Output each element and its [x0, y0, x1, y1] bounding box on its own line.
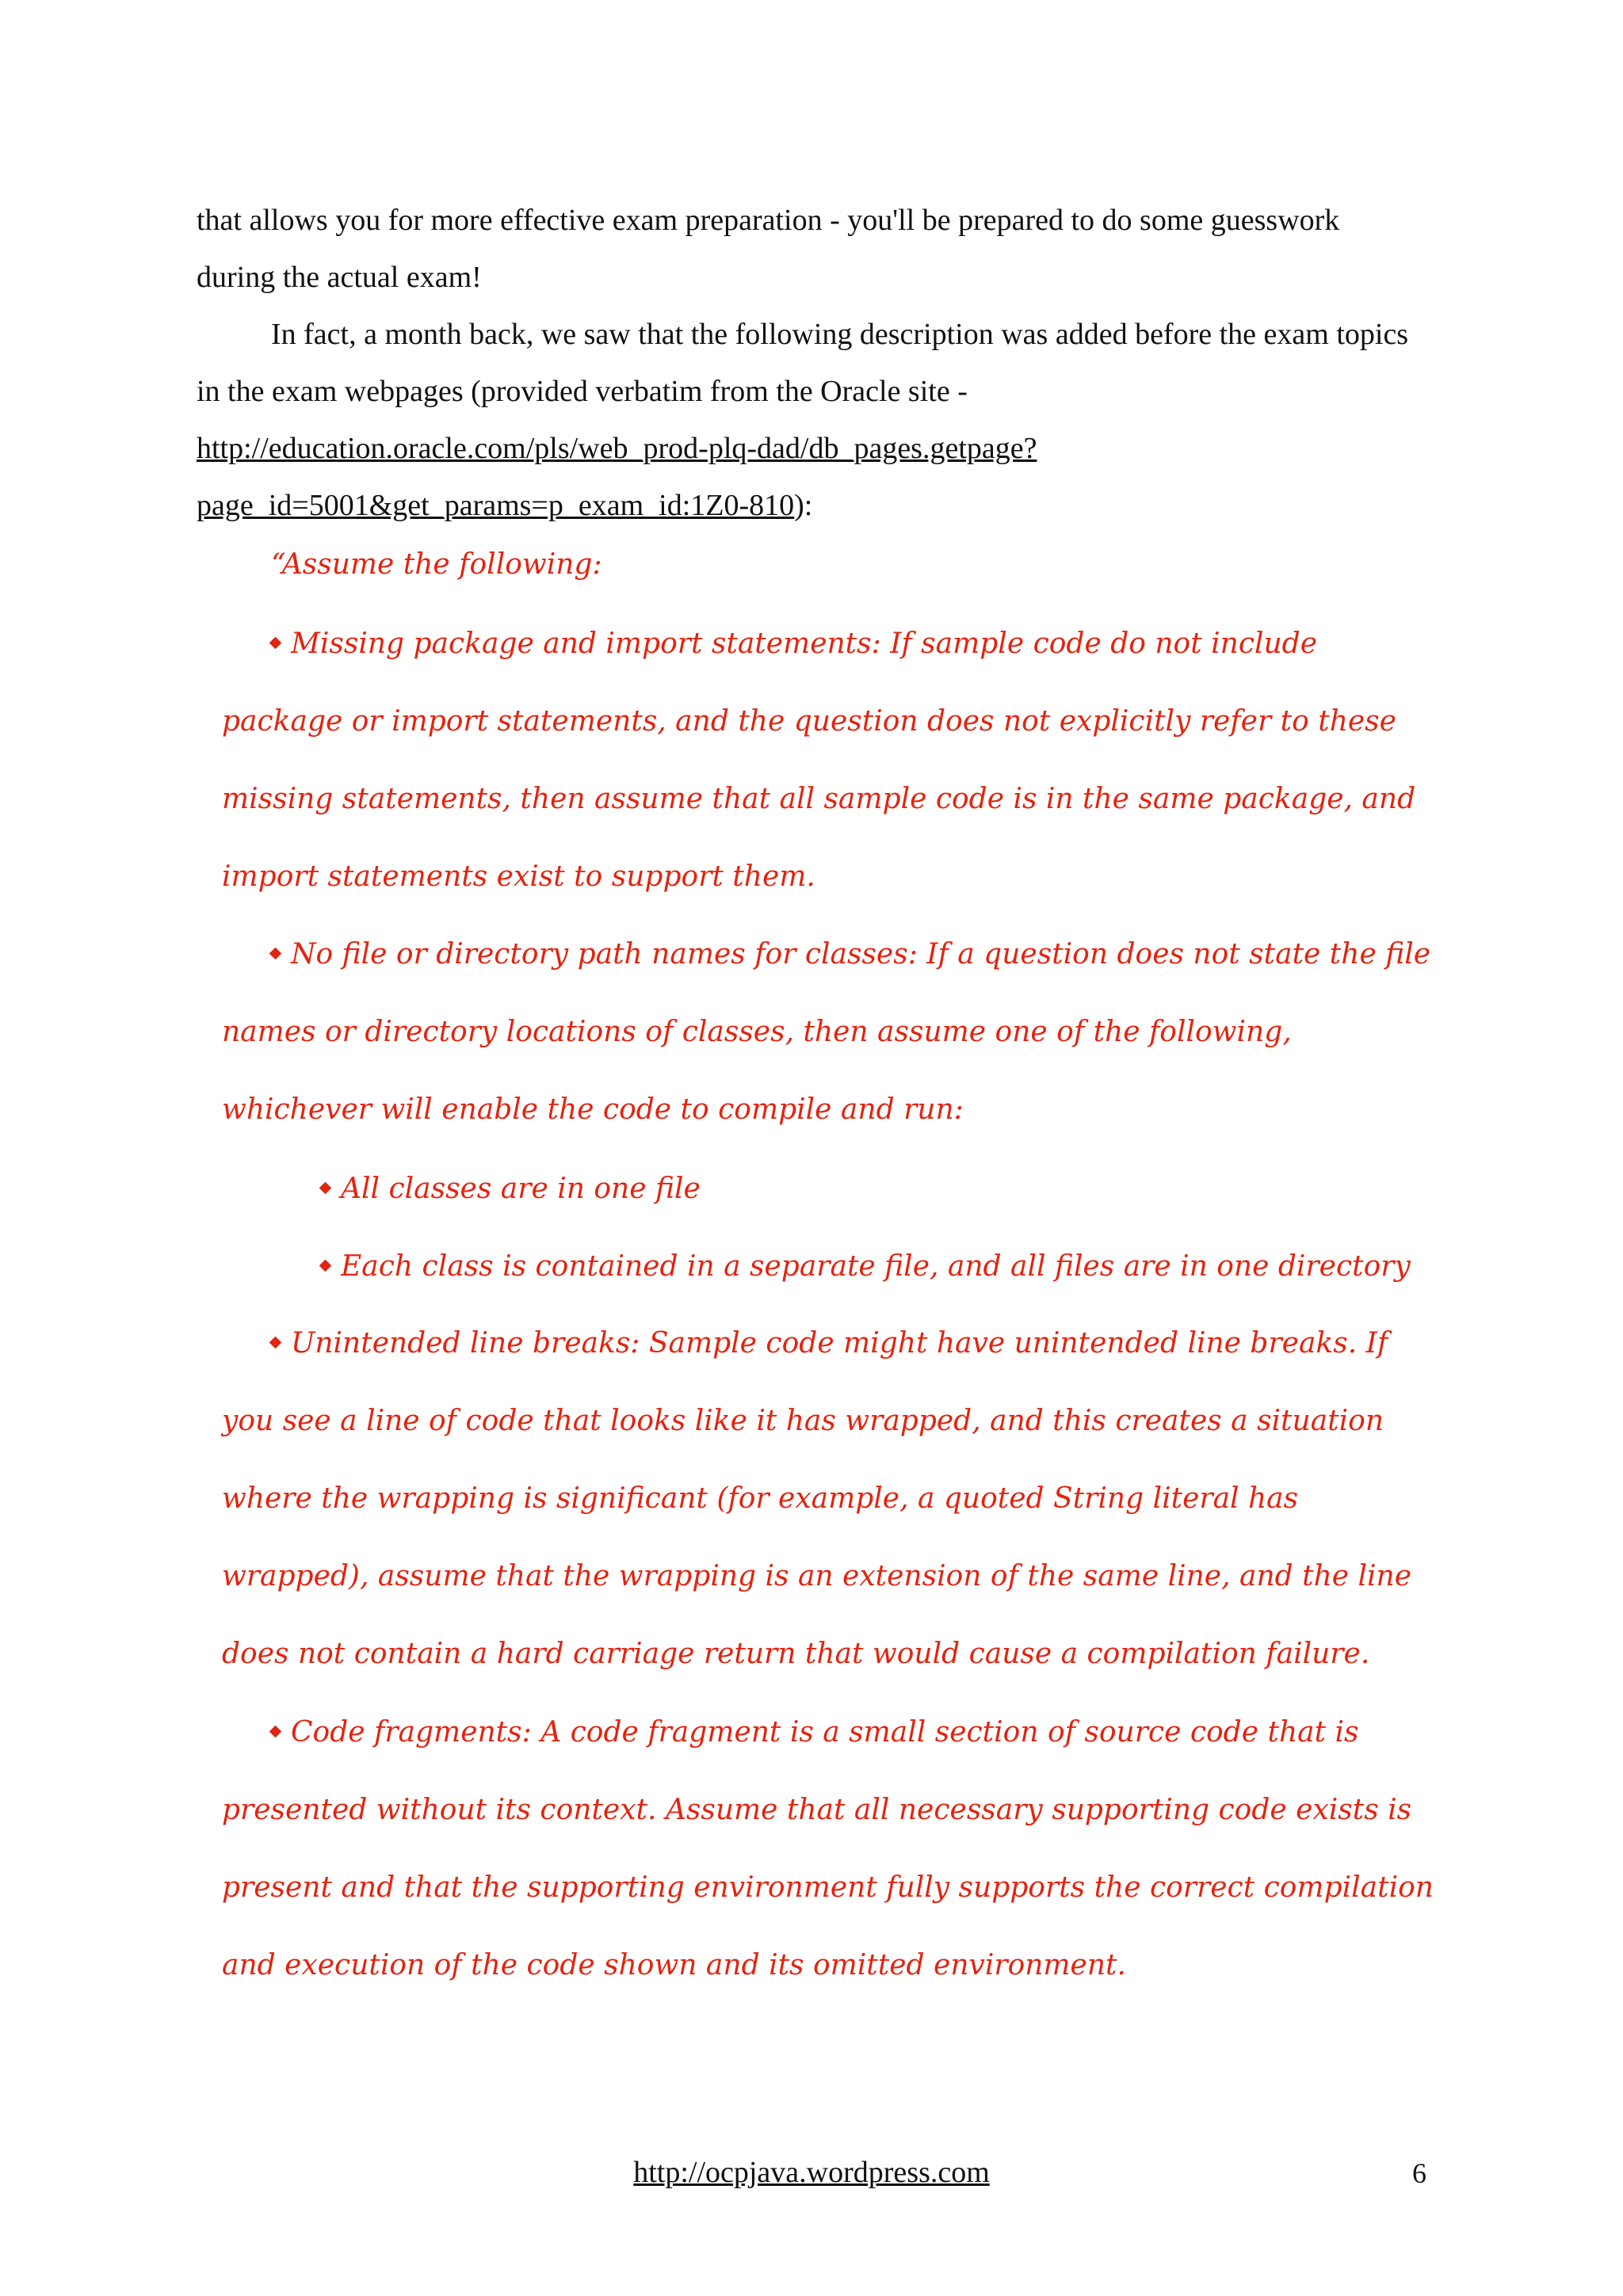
quote-sub-bullet-separate-files	[321, 1228, 1430, 1306]
diamond-bullet-icon	[269, 947, 282, 959]
footer-blog-link[interactable]: http://ocpjava.wordpress.com	[633, 2156, 990, 2189]
oracle-exam-link[interactable]: http://education.oracle.com/pls/web_prod-plq-dad/db_pages.getpage?page_id=5001&get_params=p_exam_id:1Z0-810	[197, 432, 1037, 522]
intro-paragraph-2	[197, 306, 1433, 534]
diamond-bullet-icon	[319, 1259, 332, 1272]
intro-paragraph-1	[197, 192, 1433, 306]
sub-bullet-text: Each class is contained in a separate file, and all files are in one directory	[341, 1250, 1411, 1283]
intro-line-1: that allows you for more effective exam preparation - you'll be prepared to do some guesswork	[197, 204, 1340, 237]
diamond-bullet-icon	[319, 1181, 332, 1194]
bullet-text: No file or directory path names for classes: If a question does not state the file names or directory locations of classes, then assume one of the following, whichever will enable the code to compile and run:	[222, 938, 1431, 1126]
intro-paragraph-2-end: ):	[794, 489, 813, 522]
sub-bullet-text: All classes are in one file	[341, 1173, 701, 1205]
intro-line-2: during the actual exam!	[197, 261, 482, 294]
quote-bullet-no-file-path	[222, 916, 1442, 1149]
page-number: 6	[1412, 2157, 1426, 2189]
quote-sub-bullet-one-file	[321, 1150, 1430, 1228]
bullet-text: Unintended line breaks: Sample code might have unintended line breaks. If you see a line of code that looks like it has wrapped, and this creates a situation where the wrapping is significant (for example, a quoted String literal has wrapped), assume that the wrapping is an extension of the same line, and the line does not contain a hard carriage return that would cause a compilation failure.	[222, 1327, 1412, 1670]
quote-bullet-code-fragments	[222, 1694, 1442, 2004]
quote-bullet-line-breaks	[222, 1305, 1442, 1693]
intro-paragraph-2-text: In fact, a month back, we saw that the following description was added before the exam topics in the exam webpages (provided verbatim from the Oracle site -	[197, 318, 1409, 408]
diamond-bullet-icon	[269, 636, 282, 649]
bullet-text: Missing package and import statements: If sample code do not include package or import statements, and the question does not explicitly refer to these missing statements, then assume that all sample code is in the same package, and import statements exist to support them.	[222, 627, 1416, 893]
quote-opening: “Assume the following:	[271, 548, 602, 581]
diamond-bullet-icon	[269, 1725, 282, 1737]
bullet-text: Code fragments: A code fragment is a small section of source code that is presented without its context. Assume that all necessary supporting code exists is present and that the supporting environment fully supports the correct compilation and execution of the code shown and its omitted environment.	[222, 1716, 1434, 1981]
diamond-bullet-icon	[269, 1336, 282, 1348]
quote-bullet-missing-package	[222, 605, 1442, 916]
